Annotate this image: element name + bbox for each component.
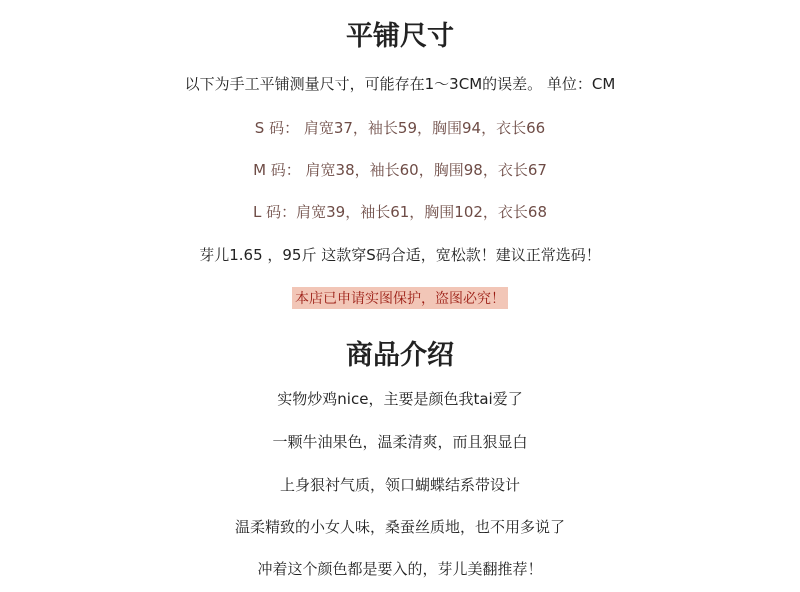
- copyright-notice-row: [0, 287, 800, 309]
- intro-line-5: 冲着这个颜色都是要入的，芽儿美翻推荐！: [257, 560, 543, 578]
- intro-line-2: 一颗牛油果色，温柔清爽，而且狠显白: [272, 433, 528, 451]
- intro-line-1: 实物炒鸡nice，主要是颜色我tai爱了: [277, 390, 523, 408]
- copyright-notice: 本店已申请实图保护，盗图必究！: [292, 287, 508, 309]
- size-m-row: M 码： 肩宽38，袖长60，胸围98，衣长67: [253, 161, 547, 179]
- intro-line-3: 上身狠衬气质，领口蝴蝶结系带设计: [279, 476, 520, 494]
- size-section-title: 平铺尺寸: [346, 21, 454, 52]
- measurement-intro: 以下为手工平铺测量尺寸，可能存在1～3CM的误差。 单位：CM: [184, 75, 616, 93]
- size-s-row: S 码： 肩宽37，袖长59，胸围94，衣长66: [254, 119, 546, 137]
- size-l-row: L 码：肩宽39，袖长61，胸围102，衣长68: [252, 203, 548, 221]
- model-fit-note: 芽儿1.65 ，95斤 这款穿S码合适，宽松款！建议正常选码！: [199, 246, 601, 264]
- product-intro-title: 商品介绍: [346, 340, 454, 371]
- intro-line-4: 温柔精致的小女人味，桑蚕丝质地，也不用多说了: [234, 518, 565, 536]
